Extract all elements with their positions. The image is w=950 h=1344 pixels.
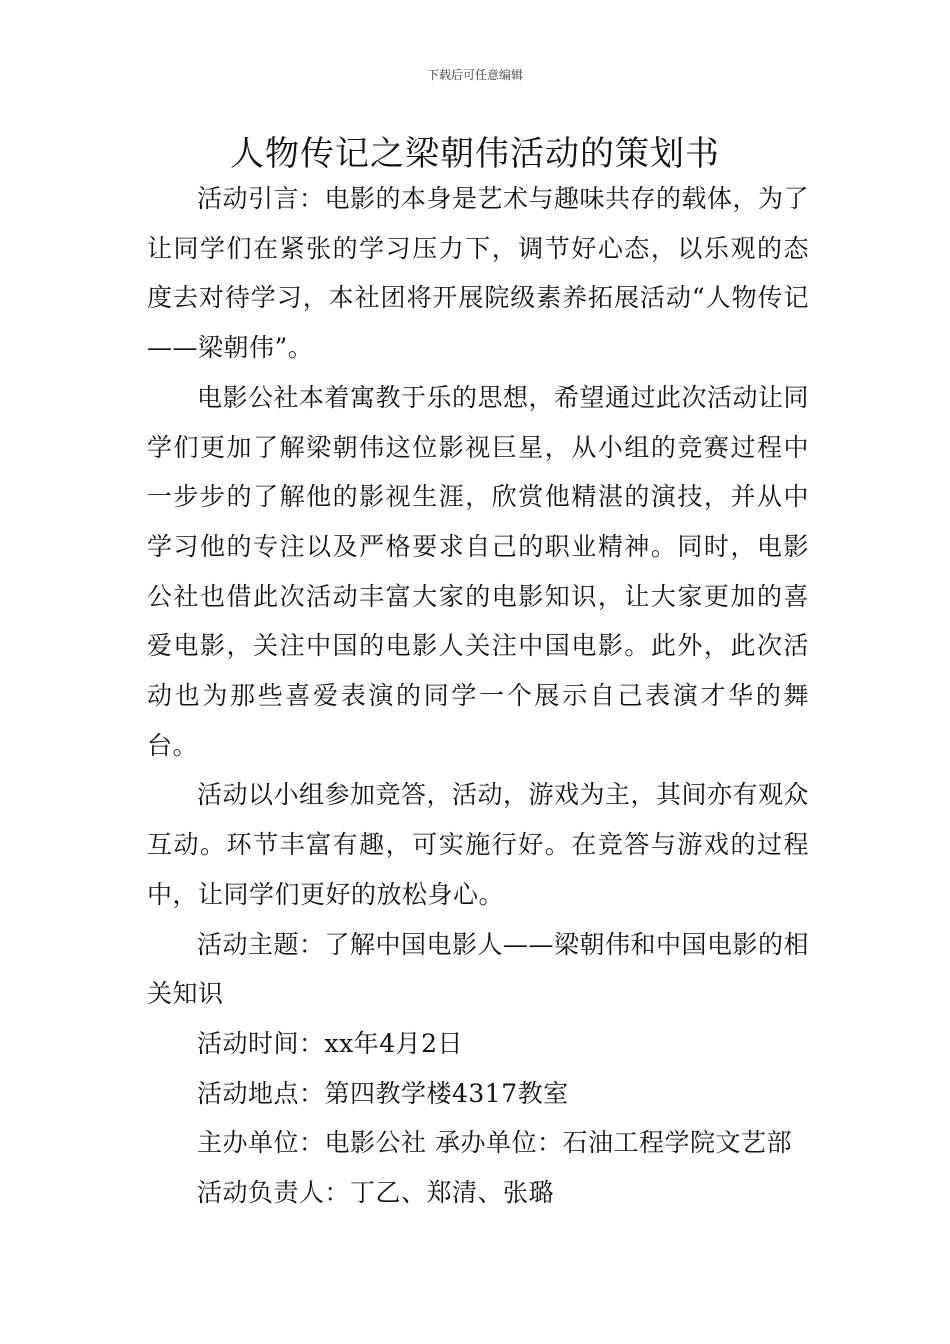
paragraph-purpose: 电影公社本着寓教于乐的思想，希望通过此次活动让同学们更加了解梁朝伟这位影视巨星，从小组的竞赛过程中一步步的了解他的影视生涯，欣赏他精湛的演技，并从中学习他的专注以及严格要求自己的职业精神。同时，电影公社也借此次活动丰富大家的电影知识，让大家更加的喜爱电影，关注中国的电影人关注中国电影。此外，此次活动也为那些喜爱表演的同学一个展示自己表演才华的舞台。 [147,382,810,760]
paragraph-theme: 活动主题：了解中国电影人——梁朝伟和中国电影的相关知识 [147,929,810,1009]
paragraph-introduction: 活动引言：电影的本身是艺术与趣味共存的载体，为了让同学们在紧张的学习压力下，调节好心态，以乐观的态度去对待学习，本社团将开展院级素养拓展活动“人物传记——梁朝伟”。 [147,184,810,363]
document-title: 人物传记之梁朝伟活动的策划书 [230,134,720,174]
document-body [147,174,809,1218]
paragraph-format: 活动以小组参加竞答，活动，游戏为主，其间亦有观众互动。环节丰富有趣，可实施行好。在竞答与游戏的过程中，让同学们更好的放松身心。 [147,780,810,909]
header-note: 下载后可任意编辑 [426,68,523,82]
activity-time: 活动时间：xx年4月2日 [197,1028,464,1058]
activity-organizers: 主办单位：电影公社 承办单位：石油工程学院文艺部 [197,1128,792,1158]
activity-place: 活动地点：第四教学楼4317教室 [197,1078,569,1108]
activity-leaders: 活动负责人：丁乙、郑清、张璐 [197,1178,555,1208]
